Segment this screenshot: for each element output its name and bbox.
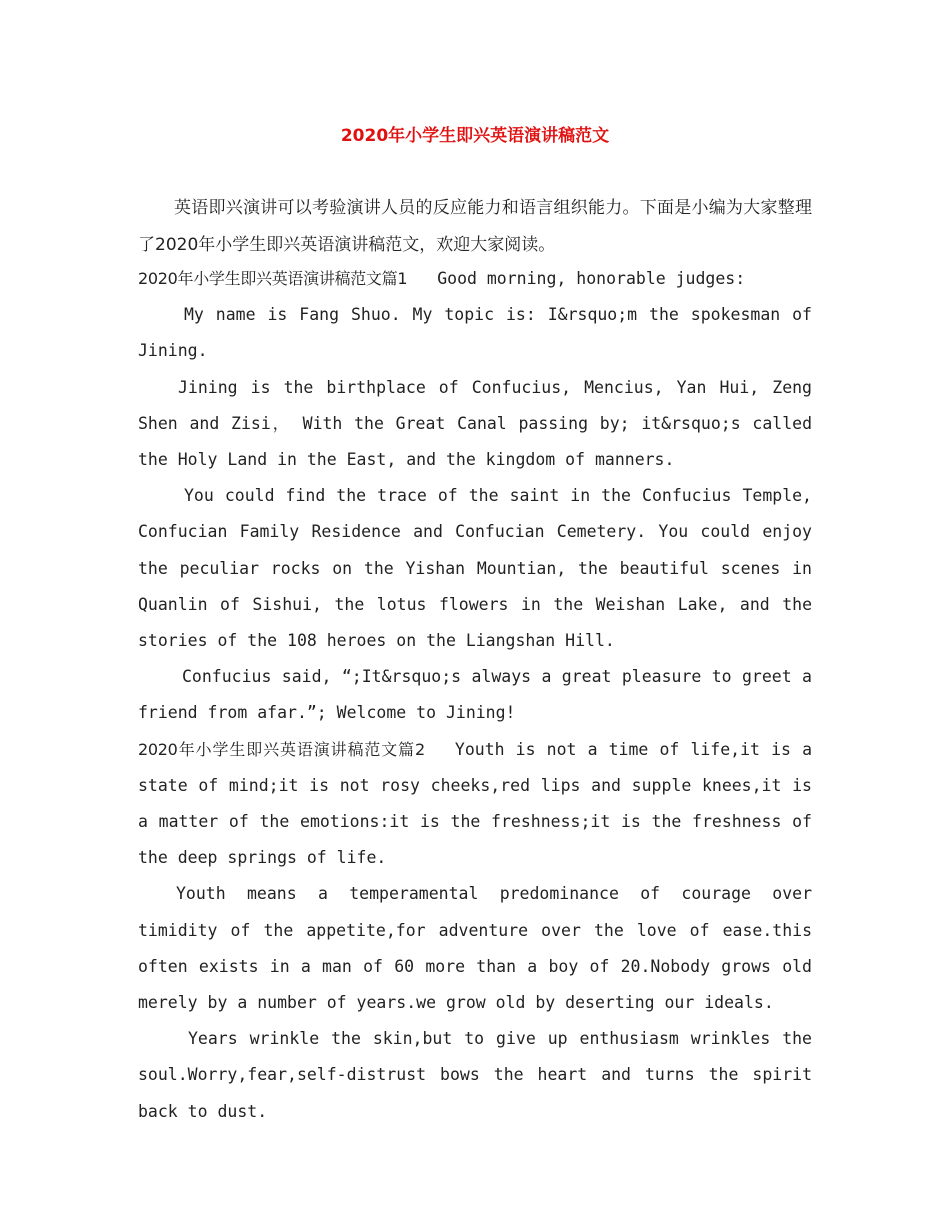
- section1-paragraph-4: Confucius said, “;It&rsquo;s always a great pleasure to greet a friend from afar.”; Welcome to Jining!: [138, 667, 812, 723]
- section1-greeting: Good morning, honorable judges:: [437, 269, 746, 288]
- section1-paragraph-2: Jining is the birthplace of Confucius, Mencius, Yan Hui, Zeng Shen and Zisi， With the Great Canal passing by; it&rsquo;s called the Holy Land in the East, and the kingdom of manners.: [138, 377, 812, 470]
- section1-paragraph-1: My name is Fang Shuo. My topic is: I&rsquo;m the spokesman of Jining.: [138, 305, 812, 361]
- document-body: [138, 190, 812, 1130]
- section2-heading: 2020年小学生即兴英语演讲稿范文篇2: [138, 739, 425, 759]
- section2-paragraph-2: Youth means a temperamental predominance of courage over timidity of the appetite,for adventure over the love of ease.this often exists in a man of 60 more than a boy of 20.Nobody grows old merely by a number of years.we grow old by deserting our ideals.: [138, 884, 812, 1013]
- section1-heading: 2020年小学生即兴英语演讲稿范文篇1: [138, 269, 408, 288]
- section2-first-paragraph: [138, 732, 812, 877]
- section1-paragraph-3: You could find the trace of the saint in the Confucius Temple, Confucian Family Residence and Confucian Cemetery. You could enjoy the peculiar rocks on the Yishan Mountian, the beautiful scenes in Quanlin of Sishui, the lotus flowers in the Weishan Lake, and the stories of the 108 heroes on the Liangshan Hill.: [138, 486, 812, 651]
- section2-paragraph-3: Years wrinkle the skin,but to give up enthusiasm wrinkles the soul.Worry,fear,self-distrust bows the heart and turns the spirit back to dust.: [138, 1029, 812, 1121]
- intro-paragraph: 英语即兴演讲可以考验演讲人员的反应能力和语言组织能力。下面是小编为大家整理了2020年小学生即兴英语演讲稿范文，欢迎大家阅读。: [138, 198, 812, 255]
- document-title: 2020年小学生即兴英语演讲稿范文: [340, 126, 610, 146]
- section1-first-line: [138, 261, 812, 297]
- section2-first-text: Youth is not a time of life,it is a state of mind;it is not rosy cheeks,red lips and supple knees,it is a matter of the emotions:it is the freshness;it is the freshness of the deep springs of life.: [138, 739, 813, 868]
